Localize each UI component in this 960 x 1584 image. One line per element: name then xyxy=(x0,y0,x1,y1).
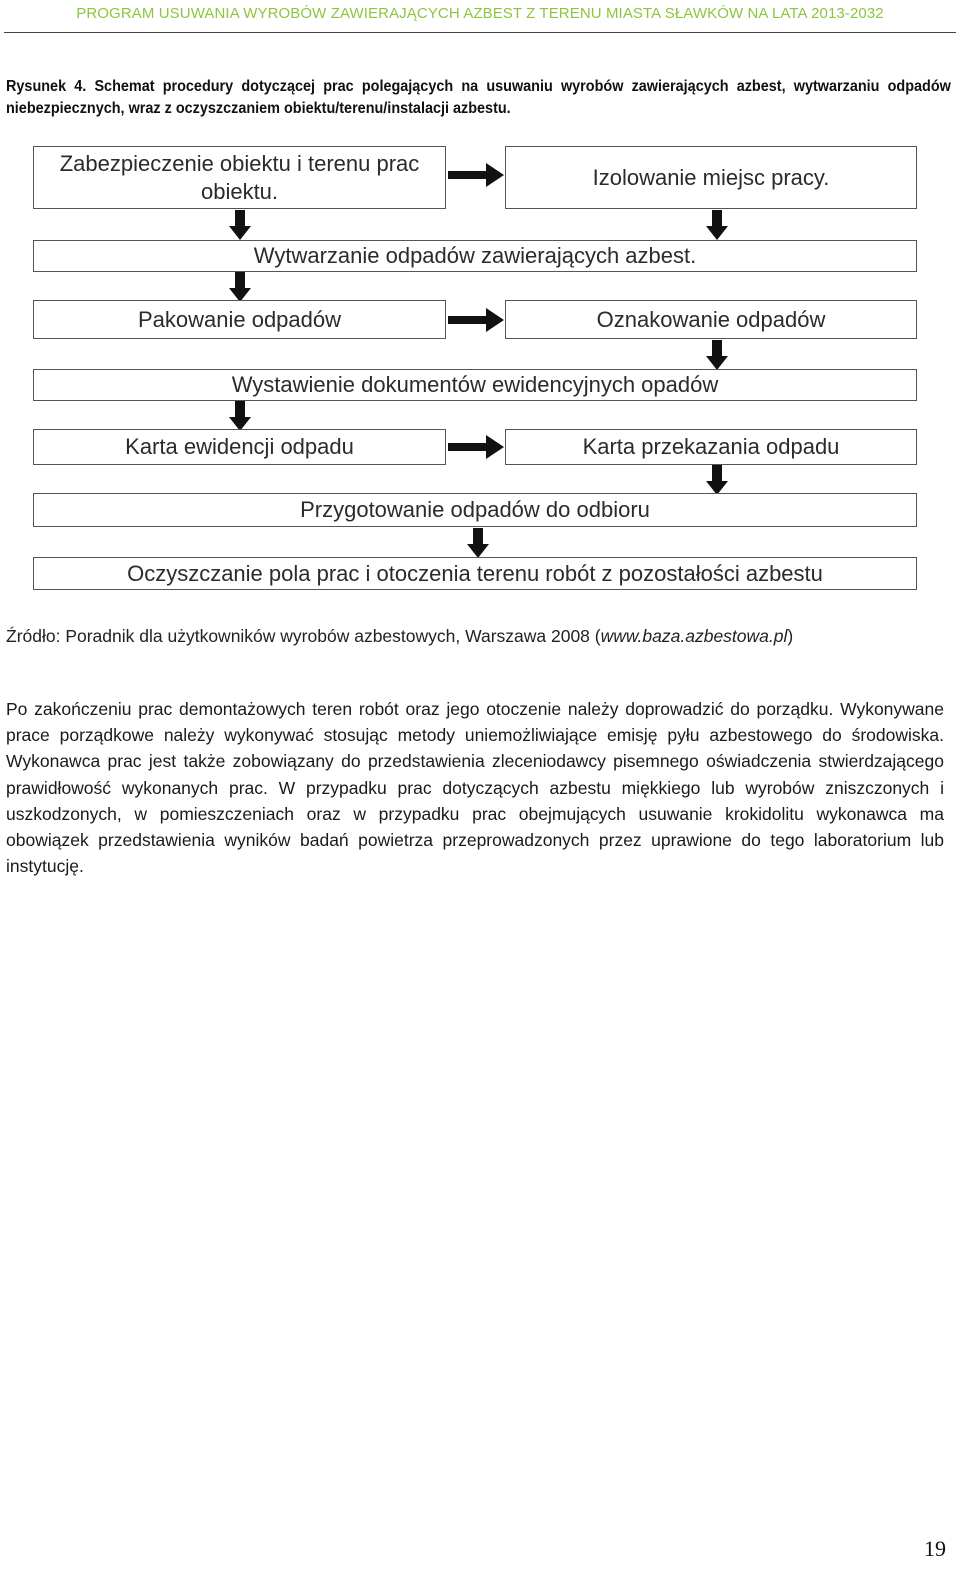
box-generating: Wytwarzanie odpadów zawierających azbest. xyxy=(33,240,917,272)
box-transfer-card: Karta przekazania odpadu xyxy=(505,429,917,465)
source-url: www.baza.azbestowa.pl xyxy=(600,626,788,646)
source-prefix: Źródło: Poradnik dla użytkowników wyrobów azbestowych, Warszawa 2008 ( xyxy=(6,626,601,646)
source-suffix: ) xyxy=(787,626,794,646)
arrow-down-icon xyxy=(706,210,728,240)
arrow-down-icon xyxy=(229,401,251,431)
body-paragraph: Po zakończeniu prac demontażowych teren robót oraz jego otoczenie należy doprowadzić do porządku. Wykonywane prace porządkowe należy wykonywać stosując metody uniemożliwiające emisję pyłu azbestowego do środowiska. Wykonawca prac jest także zobowiązany do przedstawienia zleceniodawcy pisemnego oświadczenia stwierdzającego prawidłowość wykonanych prac. W przypadku prac dotyczących azbestu miękkiego lub wyrobów zniszczonych i uszkodzonych, w pomieszczeniach oraz w przypadku prac obejmujących usuwanie krokidolitu wykonawca ma obowiązek przedstawienia wyników badań powietrza przeprowadzonych przez uprawione do tego laboratorium lub instytucję. xyxy=(6,699,944,877)
arrow-down-icon xyxy=(706,340,728,370)
arrow-down-icon xyxy=(467,528,489,558)
arrow-down-icon xyxy=(229,210,251,240)
figure-caption: Rysunek 4. Schemat procedury dotyczącej prac polegających na usuwaniu wyrobów zawierających azbest, wytwarzaniu odpadów niebezpiecznych, wraz z oczyszczaniem obiektu/terenu/instalacji azbestu. xyxy=(6,78,951,117)
page-number: 19 xyxy=(924,1536,946,1561)
box-preparing: Przygotowanie odpadów do odbioru xyxy=(33,493,917,527)
box-documents: Wystawienie dokumentów ewidencyjnych opadów xyxy=(33,369,917,401)
header-divider xyxy=(4,32,956,33)
box-securing: Zabezpieczenie obiektu i terenu prac obiektu. xyxy=(33,146,446,209)
arrow-right-icon xyxy=(448,308,504,332)
box-labeling: Oznakowanie odpadów xyxy=(505,300,917,339)
box-record-card: Karta ewidencji odpadu xyxy=(33,429,446,465)
arrow-down-icon xyxy=(706,465,728,495)
arrow-right-icon xyxy=(448,435,504,459)
figure-source xyxy=(6,626,793,647)
box-cleaning: Oczyszczanie pola prac i otoczenia terenu robót z pozostałości azbestu xyxy=(33,557,917,590)
arrow-right-icon xyxy=(448,163,504,187)
page-header: PROGRAM USUWANIA WYROBÓW ZAWIERAJĄCYCH AZBEST Z TERENU MIASTA SŁAWKÓW NA LATA 2013-2032 xyxy=(76,5,884,22)
arrow-down-icon xyxy=(229,272,251,302)
box-packing: Pakowanie odpadów xyxy=(33,300,446,339)
box-isolating: Izolowanie miejsc pracy. xyxy=(505,146,917,209)
